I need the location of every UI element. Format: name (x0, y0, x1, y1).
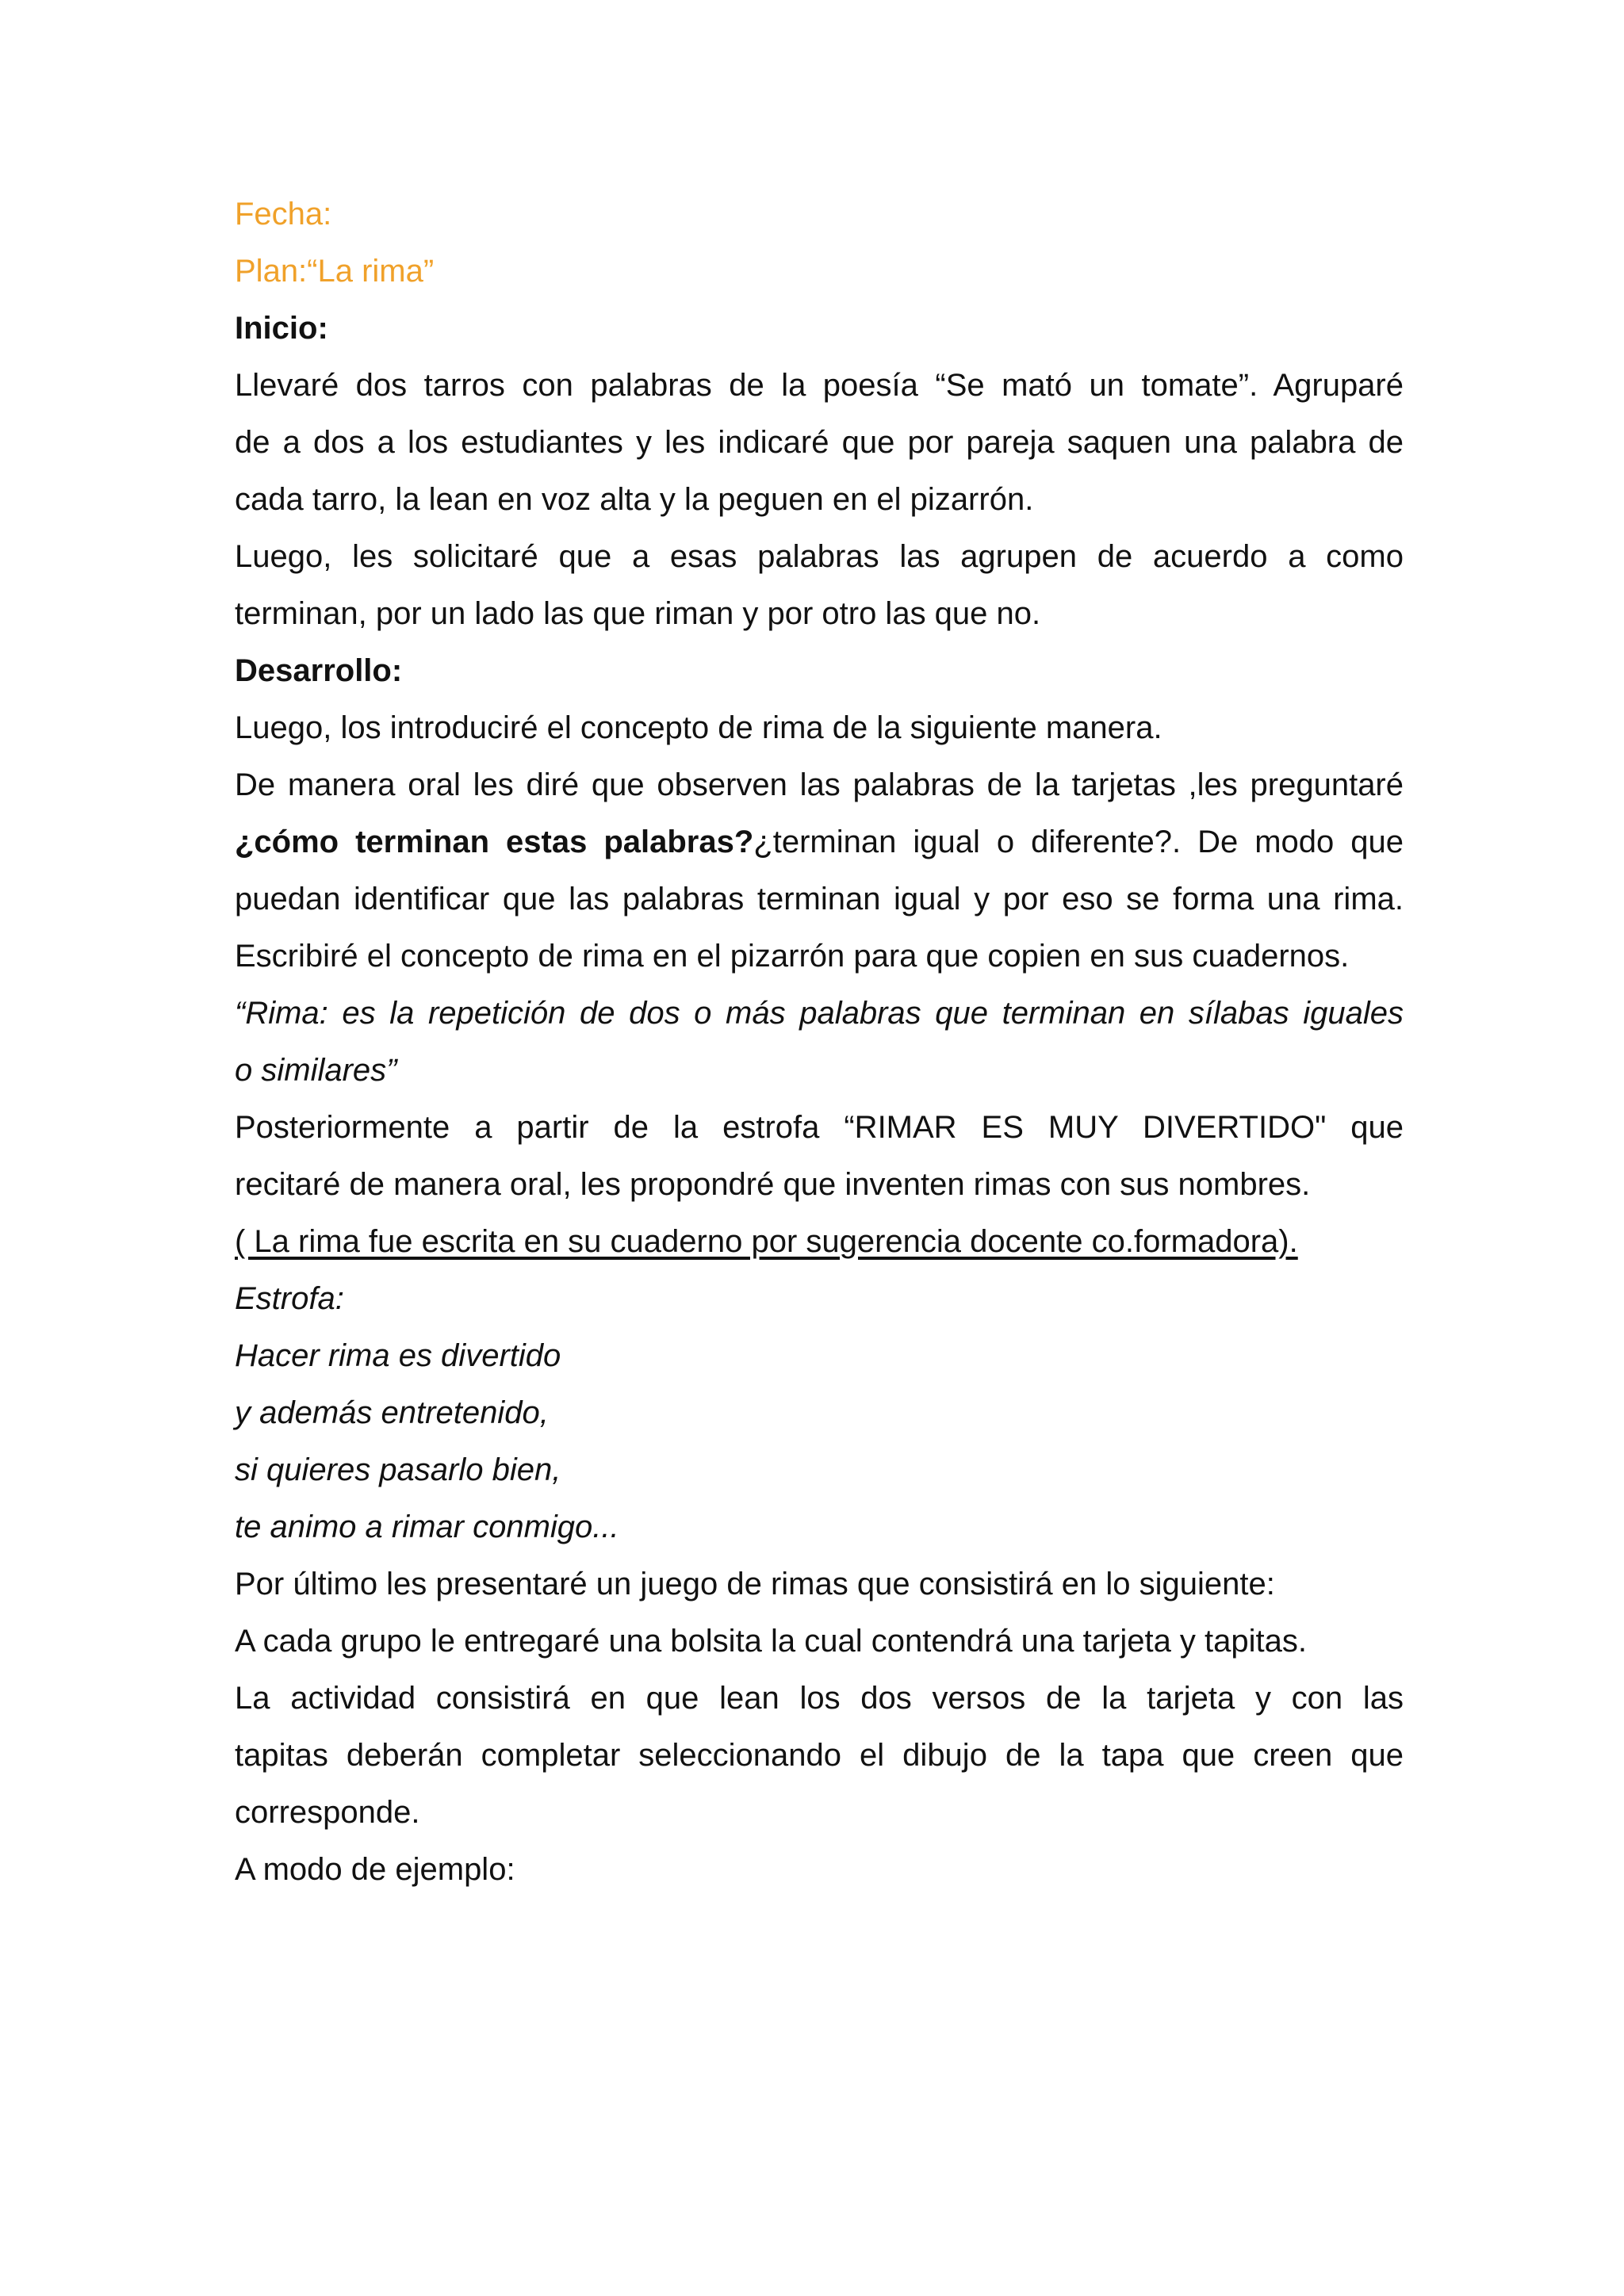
inicio-paragraph-2-line-2: terminan, por un lado las que riman y por otro las que no. (235, 596, 1041, 631)
desarrollo-line-10: La actividad consistirá en que lean los dos versos de la tarjeta y con las (235, 1681, 1404, 1716)
desarrollo-line-7: recitaré de manera oral, les propondré que inventen rimas con sus nombres. (235, 1167, 1311, 1202)
estrofa-verse-3: si quieres pasarlo bien, (235, 1452, 561, 1487)
desarrollo-line-13: A modo de ejemplo: (235, 1852, 515, 1887)
question-rest: ¿terminan igual o diferente?. De modo que (753, 825, 1404, 859)
rima-definition-line-1: “Rima: es la repetición de dos o más palabras que terminan en sílabas iguales (235, 996, 1404, 1031)
desarrollo-line-3 (235, 813, 1404, 871)
desarrollo-line-5: Escribiré el concepto de rima en el pizarrón para que copien en sus cuadernos. (235, 939, 1350, 974)
desarrollo-line-6: Posteriormente a partir de la estrofa “RIMAR ES MUY DIVERTIDO" que (235, 1110, 1404, 1145)
inicio-heading: Inicio: (235, 311, 328, 346)
estrofa-label: Estrofa: (235, 1281, 344, 1316)
inicio-paragraph-1-line-3: cada tarro, la lean en voz alta y la peguen en el pizarrón. (235, 482, 1034, 517)
document-page (235, 186, 1404, 1898)
desarrollo-line-12: corresponde. (235, 1795, 420, 1830)
inicio-paragraph-2-line-1: Luego, les solicitaré que a esas palabras las agrupen de acuerdo a como (235, 539, 1404, 574)
desarrollo-line-11: tapitas deberán completar seleccionando el dibujo de la tapa que creen que (235, 1738, 1404, 1773)
rima-definition-line-2: o similares” (235, 1053, 397, 1088)
desarrollo-line-2: De manera oral les diré que observen las palabras de la tarjetas ,les preguntaré (235, 767, 1404, 802)
co-formadora-note: ( La rima fue escrita en su cuaderno por sugerencia docente co.formadora). (235, 1224, 1298, 1259)
plan-title: Plan:“La rima” (235, 254, 435, 289)
desarrollo-heading: Desarrollo: (235, 653, 403, 688)
estrofa-verse-4: te animo a rimar conmigo... (235, 1510, 619, 1544)
estrofa-verse-2: y además entretenido, (235, 1395, 549, 1430)
question-bold: ¿cómo terminan estas palabras? (235, 825, 754, 859)
desarrollo-line-4: puedan identificar que las palabras terminan igual y por eso se forma una rima. (235, 882, 1404, 916)
inicio-paragraph-1-line-1: Llevaré dos tarros con palabras de la poesía “Se mató un tomate”. Agruparé (235, 368, 1404, 403)
desarrollo-line-1: Luego, los introduciré el concepto de rima de la siguiente manera. (235, 710, 1162, 745)
desarrollo-line-8: Por último les presentaré un juego de rimas que consistirá en lo siguiente: (235, 1567, 1275, 1601)
desarrollo-line-9: A cada grupo le entregaré una bolsita la cual contendrá una tarjeta y tapitas. (235, 1624, 1308, 1659)
inicio-paragraph-1-line-2: de a dos a los estudiantes y les indicaré que por pareja saquen una palabra de (235, 425, 1404, 460)
estrofa-verse-1: Hacer rima es divertido (235, 1338, 561, 1373)
fecha-label: Fecha: (235, 197, 332, 232)
